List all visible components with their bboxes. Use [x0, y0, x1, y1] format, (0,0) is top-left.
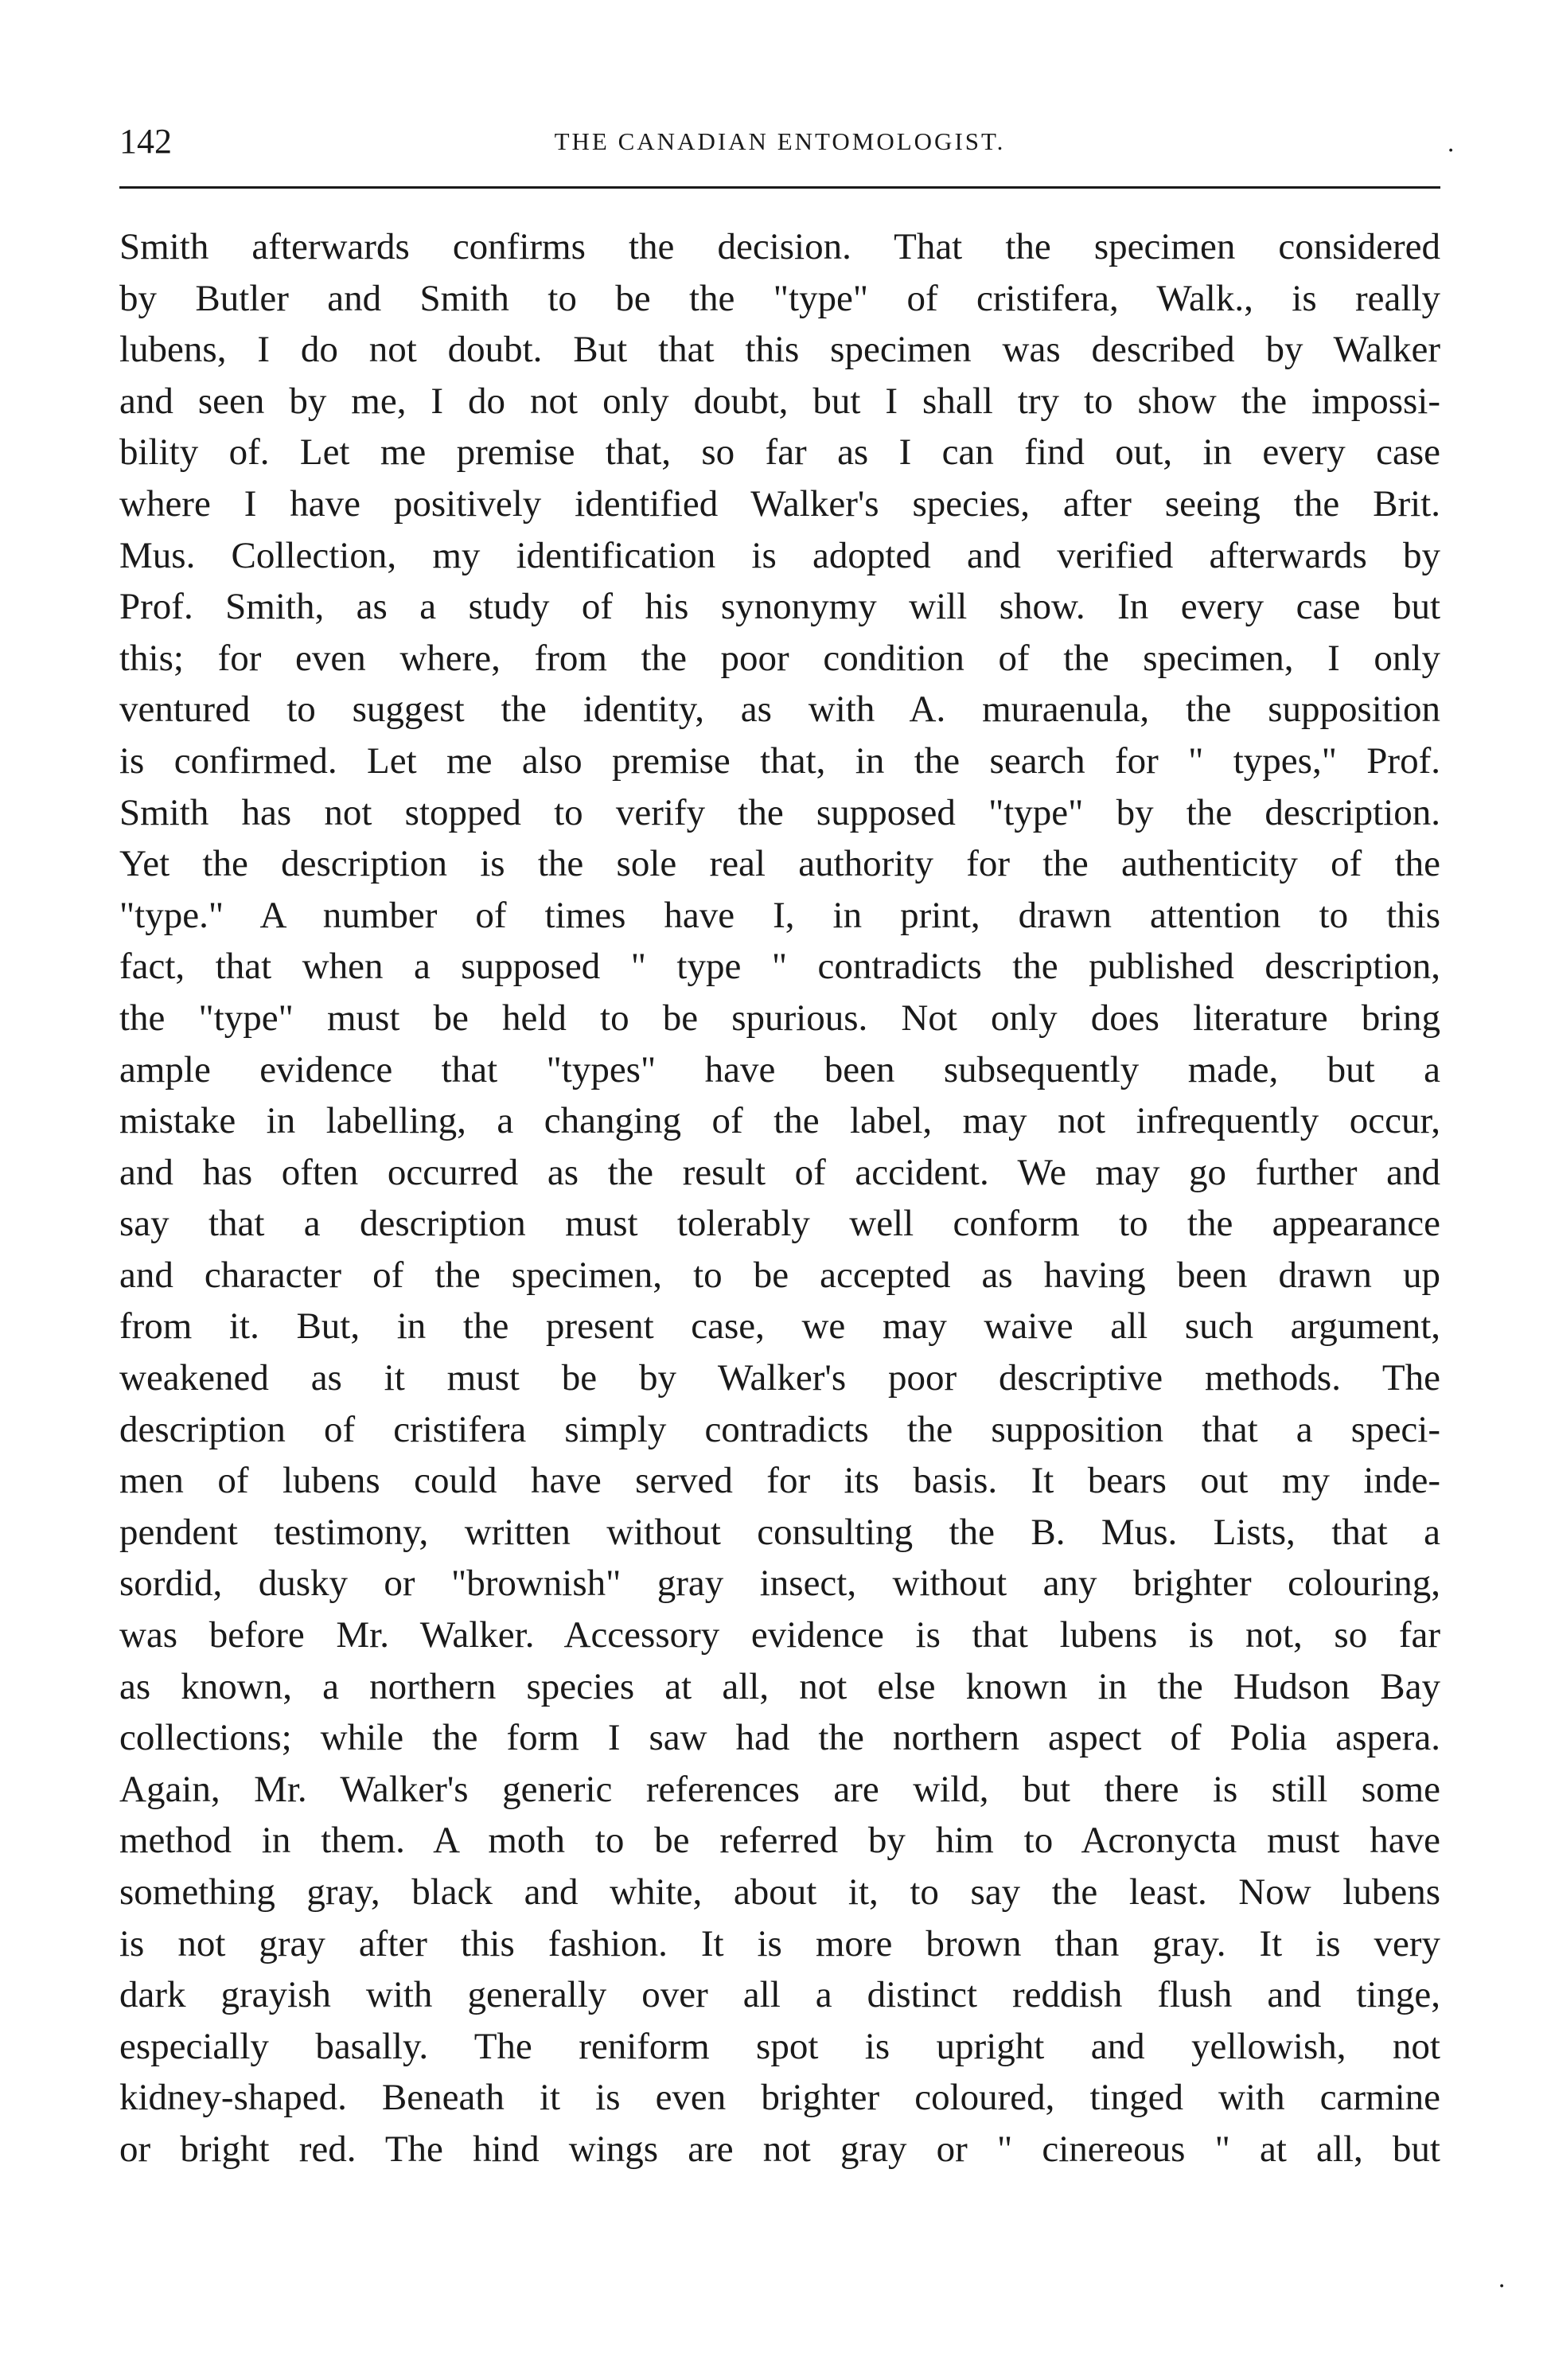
- text-line: Prof. Smith, as a study of his synonymy will show. In every case but: [119, 586, 1440, 628]
- page-number: 142: [119, 122, 172, 161]
- text-line: mistake in labelling, a changing of the label, may not infrequently occur,: [119, 1100, 1440, 1142]
- text-line: fact, that when a supposed " type " contradicts the published description,: [119, 946, 1440, 988]
- text-line: as known, a northern species at all, not else known in the Hudson Bay: [119, 1665, 1440, 1707]
- margin-speck: ⋅: [1447, 138, 1455, 164]
- margin-speck: ⋅: [1498, 2273, 1506, 2300]
- text-line: and seen by me, I do not only doubt, but I shall try to show the impossi-: [119, 380, 1440, 422]
- text-line: say that a description must tolerably well conform to the appearance: [119, 1203, 1440, 1245]
- text-line: lubens, I do not doubt. But that this specimen was described by Walker: [119, 329, 1440, 371]
- text-line: weakened as it must be by Walker's poor descriptive methods. The: [119, 1357, 1440, 1399]
- page-header: [119, 118, 1440, 166]
- text-line: Smith afterwards confirms the decision. That the specimen considered: [119, 226, 1440, 267]
- text-line: this; for even where, from the poor condition of the specimen, I only: [119, 637, 1440, 679]
- text-line: "type." A number of times have I, in print, drawn attention to this: [119, 894, 1440, 936]
- text-line: is confirmed. Let me also premise that, in the search for " types," Prof.: [119, 739, 1440, 782]
- body-text: [119, 221, 1440, 2175]
- text-line: by Butler and Smith to be the "type" of cristifera, Walk., is really: [119, 277, 1440, 319]
- text-line: ventured to suggest the identity, as with A. muraenula, the supposition: [119, 689, 1440, 731]
- text-line: and character of the specimen, to be accepted as having been drawn up: [119, 1254, 1440, 1296]
- text-line: Yet the description is the sole real authority for the authenticity of the: [119, 843, 1440, 885]
- text-line: especially basally. The reniform spot is upright and yellowish, not: [119, 2025, 1440, 2067]
- text-line: from it. But, in the present case, we may waive all such argument,: [119, 1305, 1440, 1348]
- text-line: was before Mr. Walker. Accessory evidence is that lubens is not, so far: [119, 1614, 1440, 1656]
- text-line: or bright red. The hind wings are not gray or " cinereous " at all, but: [119, 2128, 1440, 2170]
- text-line: ample evidence that "types" have been subsequently made, but a: [119, 1048, 1440, 1091]
- text-line: description of cristifera simply contradicts the supposition that a speci-: [119, 1408, 1440, 1450]
- text-line: method in them. A moth to be referred by him to Acronycta must have: [119, 1820, 1440, 1862]
- text-line: pendent testimony, written without consulting the B. Mus. Lists, that a: [119, 1511, 1440, 1553]
- text-line: collections; while the form I saw had the northern aspect of Polia aspera.: [119, 1717, 1440, 1759]
- text-line: where I have positively identified Walker's species, after seeing the Brit.: [119, 482, 1440, 525]
- text-line: and has often occurred as the result of accident. We may go further and: [119, 1151, 1440, 1193]
- text-line: bility of. Let me premise that, so far as I can find out, in every case: [119, 431, 1440, 474]
- text-line: sordid, dusky or "brownish" gray insect, without any brighter colouring,: [119, 1563, 1440, 1605]
- text-line: Mus. Collection, my identification is adopted and verified afterwards by: [119, 534, 1440, 576]
- text-line: Smith has not stopped to verify the supposed "type" by the description.: [119, 791, 1440, 833]
- header-rule: [119, 186, 1440, 189]
- text-line: something gray, black and white, about it, to say the least. Now lubens: [119, 1871, 1440, 1913]
- text-line: the "type" must be held to be spurious. Not only does literature bring: [119, 997, 1440, 1039]
- running-head: THE CANADIAN ENTOMOLOGIST.: [554, 127, 1006, 155]
- text-line: kidney-shaped. Beneath it is even brighter coloured, tinged with carmine: [119, 2077, 1440, 2119]
- text-line: dark grayish with generally over all a distinct reddish flush and tinge,: [119, 1974, 1440, 2016]
- text-line: Again, Mr. Walker's generic references are wild, but there is still some: [119, 1768, 1440, 1810]
- text-line: men of lubens could have served for its basis. It bears out my inde-: [119, 1460, 1440, 1502]
- text-line: is not gray after this fashion. It is more brown than gray. It is very: [119, 1922, 1440, 1964]
